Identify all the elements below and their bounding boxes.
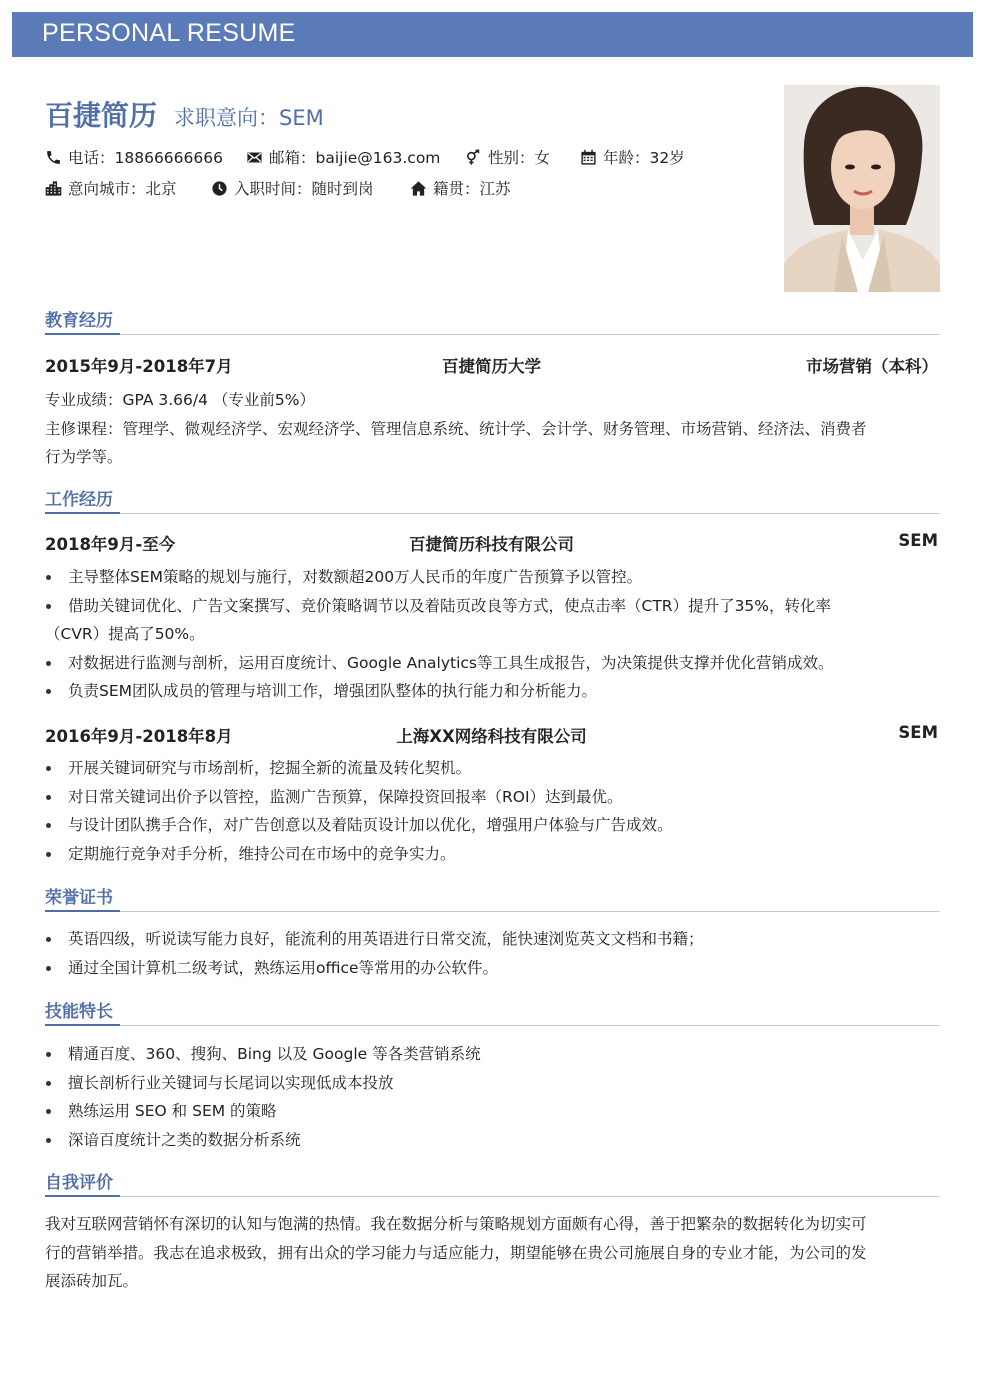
list-item: 通过全国计算机二级考试，熟练运用office等常用的办公软件。	[45, 954, 940, 983]
banner-title: PERSONAL RESUME	[42, 19, 296, 47]
city-text: 意向城市：北京	[68, 180, 177, 198]
education-gpa: 专业成绩：GPA 3.66/4 （专业前5%）	[45, 391, 316, 409]
list-item: 精通百度、360、搜狗、Bing 以及 Google 等各类营销系统	[45, 1040, 940, 1069]
hometown-info	[410, 177, 511, 199]
home-icon	[410, 180, 427, 197]
self-eval-line-1: 我对互联网营销怀有深切的认知与饱满的热情。我在数据分析与策略规划方面颇有心得，善于把繁杂的数据转化为切实可	[45, 1215, 867, 1233]
self-eval-line-2: 行的营销举措。我志在追求极致，拥有出众的学习能力与适应能力，期望能够在贵公司施展自身的专业才能，为公司的发	[45, 1243, 867, 1262]
honors-section-title: 荣誉证书	[45, 888, 113, 908]
skills-section-title: 技能特长	[45, 1002, 113, 1022]
profile-photo	[784, 85, 940, 292]
start-time-text: 入职时间：随时到岗	[234, 180, 374, 198]
gender-text: 性别：女	[488, 149, 551, 167]
email-text: 邮箱：baijie@163.com	[269, 149, 441, 167]
start-time-info	[211, 177, 374, 199]
phone-info	[45, 146, 223, 168]
job-1-date: 2018年9月-至今	[45, 535, 176, 554]
list-item: 主导整体SEM策略的规划与施行，对数额超200万人民币的年度广告预算予以管控。	[45, 563, 940, 592]
education-courses-line-2: 行为学等。	[45, 448, 123, 466]
phone-icon	[45, 149, 62, 166]
honors-list	[45, 925, 940, 982]
self-eval-text	[45, 1210, 940, 1296]
list-item: 开展关键词研究与市场剖析，挖掘全新的流量及转化契机。	[45, 754, 940, 783]
list-item: 负责SEM团队成员的管理与培训工作，增强团队整体的执行能力和分析能力。	[45, 677, 940, 706]
work-section-title: 工作经历	[45, 490, 113, 510]
skills-divider	[45, 1025, 940, 1026]
job-2-duties	[45, 754, 940, 868]
age-text: 年龄：32岁	[603, 149, 685, 167]
job-2-header	[45, 723, 938, 745]
age-info	[580, 146, 685, 168]
job-2-role: SEM	[898, 723, 938, 742]
work-divider	[45, 513, 940, 514]
skills-list	[45, 1040, 940, 1154]
gender-icon	[465, 149, 482, 166]
email-info	[246, 146, 440, 168]
education-courses-line-1: 主修课程：管理学、微观经济学、宏观经济学、管理信息系统、统计学、会计学、财务管理、市场营销、经济法、消费者	[45, 420, 867, 438]
job-1-company: 百捷简历科技有限公司	[409, 535, 574, 554]
job-1-header	[45, 531, 938, 553]
job-2-date: 2016年9月-2018年8月	[45, 727, 233, 746]
list-item: 熟练运用 SEO 和 SEM 的策略	[45, 1097, 940, 1126]
education-school: 百捷简历大学	[442, 357, 541, 376]
list-item: 深谙百度统计之类的数据分析系统	[45, 1126, 940, 1155]
list-item: 擅长剖析行业关键词与长尾词以实现低成本投放	[45, 1069, 940, 1098]
list-item-text-continued: （CVR）提高了50%。	[45, 625, 205, 643]
education-section-title: 教育经历	[45, 311, 113, 331]
portrait-image	[784, 85, 940, 292]
list-item: 英语四级，听说读写能力良好，能流利的用英语进行日常交流，能快速浏览英文文档和书籍；	[45, 925, 940, 954]
city-info	[45, 177, 177, 199]
education-entry-header	[45, 353, 938, 375]
list-item: 对数据进行监测与剖析，运用百度统计、Google Analytics等工具生成报告，为决策提供支撑并优化营销成效。	[45, 649, 940, 678]
city-icon	[45, 180, 62, 197]
education-date: 2015年9月-2018年7月	[45, 357, 233, 376]
hometown-text: 籍贯：江苏	[433, 180, 511, 198]
list-item: 与设计团队携手合作，对广告创意以及着陆页设计加以优化，增强用户体验与广告成效。	[45, 811, 940, 840]
mail-icon	[246, 149, 263, 166]
list-item: 定期施行竞争对手分析，维持公司在市场中的竞争实力。	[45, 840, 940, 869]
clock-icon	[211, 180, 228, 197]
calendar-icon	[580, 149, 597, 166]
phone-text: 电话：18866666666	[68, 149, 223, 167]
list-item-text: 借助关键词优化、广告文案撰写、竞价策略调节以及着陆页改良等方式，使点击率（CTR）提升了35%，转化率	[68, 596, 832, 615]
list-item	[45, 592, 940, 649]
job-intent: 求职意向：SEM	[174, 106, 324, 130]
job-1-duties	[45, 563, 940, 706]
education-major: 市场营销（本科）	[806, 357, 938, 376]
education-divider	[45, 334, 940, 335]
self-eval-divider	[45, 1196, 940, 1197]
list-item: 对日常关键词出价予以管控，监测广告预算，保障投资回报率（ROI）达到最优。	[45, 783, 940, 812]
header-banner	[12, 12, 973, 57]
honors-divider	[45, 911, 940, 912]
self-eval-line-3: 展添砖加瓦。	[45, 1272, 139, 1290]
gender-info	[465, 146, 550, 168]
job-2-company: 上海XX网络科技有限公司	[396, 727, 587, 746]
candidate-name: 百捷简历	[45, 99, 158, 132]
self-eval-section-title: 自我评价	[45, 1173, 113, 1193]
job-1-role: SEM	[898, 531, 938, 550]
